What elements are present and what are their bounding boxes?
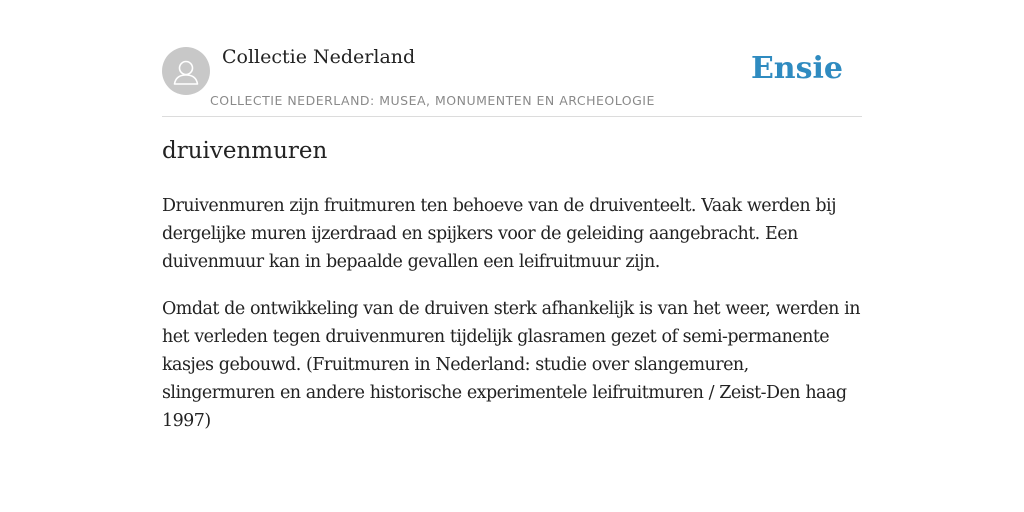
user-silhouette-icon — [162, 47, 210, 95]
site-logo[interactable]: Ensie — [750, 51, 843, 86]
article-header — [162, 46, 862, 117]
article-paragraph: Omdat de ontwikkeling van de druiven sterk afhankelijk is van het weer, werden in het verleden tegen druivenmuren tijdelijk glasramen gezet of semi-permanente kasjes gebouwd. (Fruitmuren in Nederland: studie over slangemuren, slingermuren en andere historische experimentele leifruitmuren / Zeist-Den haag 1997) — [162, 299, 860, 431]
article-title: druivenmuren — [162, 138, 328, 164]
author-name[interactable]: Collectie Nederland — [222, 46, 416, 68]
author-avatar[interactable] — [162, 47, 210, 95]
article-paragraph: Druivenmuren zijn fruitmuren ten behoeve van de druiventeelt. Vaak werden bij dergelijke muren ijzerdraad en spijkers voor de geleiding aangebracht. Een duivenmuur kan in bepaalde gevallen een leifruitmuur zijn. — [162, 196, 836, 272]
author-subtitle: COLLECTIE NEDERLAND: MUSEA, MONUMENTEN EN ARCHEOLOGIE — [210, 93, 655, 108]
article-body — [162, 192, 862, 454]
